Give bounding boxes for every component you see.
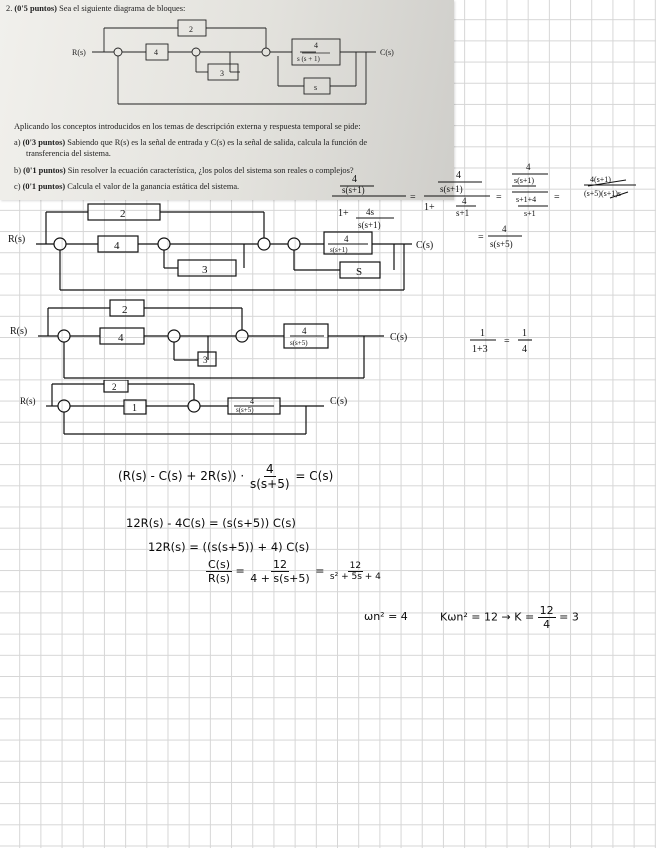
hw-f1-den: s(s+1) [342,185,365,195]
printed-plant-den: s (s + 1) [297,55,320,63]
hw-d2-output: C(s) [390,332,408,343]
part-c: c) (0'1 puntos) Calcula el valor de la ganancia estática del sistema. [14,182,240,191]
hw-diagram-2 [8,296,428,386]
hw-diagram-3 [20,380,380,440]
hw-eq1: = [410,192,416,203]
printed-input-label: R(s) [72,48,86,57]
hw-d3-input: R(s) [20,396,36,406]
printed-block-diagram [0,14,454,129]
hw-mid-eq: = [504,336,510,347]
hw-d1-block-3: 3 [202,264,208,276]
problem-header [6,4,185,13]
hw-eq4: = [478,232,484,243]
hw-d2-block-3: 3 [203,355,208,365]
hw-d3-plant-den: s(s+5) [236,406,254,414]
arrow-icon: → [501,610,511,624]
printed-block-4: 4 [154,48,158,57]
part-a: a) (0'3 puntos) Sabiendo que R(s) es la señal de entrada y C(s) es la señal de salida, calcula la función de [14,138,368,147]
hw-d1-block-s: S [356,266,363,278]
hw-k-calc: Kωn² = 12 → K = $\frac{12}{4}$ = 3 [440,604,579,631]
printed-block-2: 2 [189,25,193,34]
printed-plant-num: 4 [314,41,318,50]
hw-mid-num2: 1 [522,328,527,339]
problem-number: 2. [6,4,13,13]
hw-d2-plant-den: s(s+5) [290,339,308,347]
printed-block-3: 3 [220,69,224,78]
hw-d3-plant-num: 4 [250,397,254,406]
hw-result-num: 4 [502,224,507,234]
hw-d1-output: C(s) [416,240,434,251]
hw-f2-num: 4s [366,207,375,217]
hw-eq3: = [554,192,560,203]
hw-f3-num: 4 [456,170,461,181]
problem-context: Aplicando los conceptos introducidos en los temas de descripción externa y respuesta temporal se pide: [14,122,361,131]
hw-mid-den2: 4 [522,344,527,355]
hw-d3-block-1: 1 [132,403,137,414]
hw-d1-plant-num: 4 [344,234,349,244]
hw-one-plus-2: 1+ [424,202,435,213]
hw-mid-den1: 1+3 [472,344,488,355]
hw-eq3: 12R(s) = ((s(s+5)) + 4) C(s) [148,540,310,554]
hw-d3-block-2: 2 [112,382,117,392]
part-a-line2: transferencia del sistema. [26,149,111,158]
hw-one-plus: 1+ [338,208,349,219]
hw-d1-block-2: 2 [120,208,126,220]
part-b: b) (0'1 puntos) Sin resolver la ecuación característica, ¿los polos del sistema son reales o complejos? [14,166,354,175]
hw-eq1: (R(s) - C(s) + 2R(s)) · $\frac{4}{s(s+5)}$ = C(s) [118,462,334,491]
hw-f4-den: s+1 [456,208,470,218]
hw-d1-plant-den: s(s+1) [330,246,348,254]
hw-d1-block-4: 4 [114,240,120,252]
hw-f2-den: s(s+1) [358,220,381,230]
hw-f5-den1: s+1+4 [516,195,537,204]
hw-f1-num: 4 [352,174,357,185]
hw-mid-num1: 1 [480,328,485,339]
printed-block-s: s [314,83,318,92]
hw-f5-num1: 4 [526,162,531,172]
hw-eq2: 12R(s) - 4C(s) = (s(s+5)) C(s) [126,516,296,530]
hw-f3-den: s(s+1) [440,184,463,194]
hw-d3-output: C(s) [330,396,348,407]
hw-d2-block-4: 4 [118,332,124,344]
hw-wn: ωn² = 4 [364,610,408,623]
hw-d2-block-2: 2 [122,304,128,316]
hw-f5-num2: s(s+1) [514,176,535,185]
printed-output-label: C(s) [380,48,394,57]
problem-points: (0'5 puntos) [14,4,57,13]
hw-d2-input: R(s) [10,326,28,337]
hw-f4-num: 4 [462,196,467,206]
problem-intro: Sea el siguiente diagrama de bloques: [59,4,186,13]
hw-f6-num: 4(s+1) [590,175,611,184]
hw-d2-plant-num: 4 [302,326,307,336]
hw-f6-den: (s+5)(s+1)s [584,189,622,198]
hw-eq2: = [496,192,502,203]
hw-diagram-1 [8,198,448,298]
hw-eq4: $\frac{C(s)}{R(s)}$ = $\frac{12}{4 + s(s+5)}$ = $\frac{12}{\text{s² + 5s + 4}}$ [208,558,381,585]
hw-eq1-frac: $\frac{4}{s(s+5)}$ [250,462,290,491]
hw-result-den: s(s+5) [490,239,513,249]
hw-static-gain [466,322,556,362]
hw-f5-den2: s+1 [524,209,536,218]
hw-d1-input: R(s) [8,234,26,245]
